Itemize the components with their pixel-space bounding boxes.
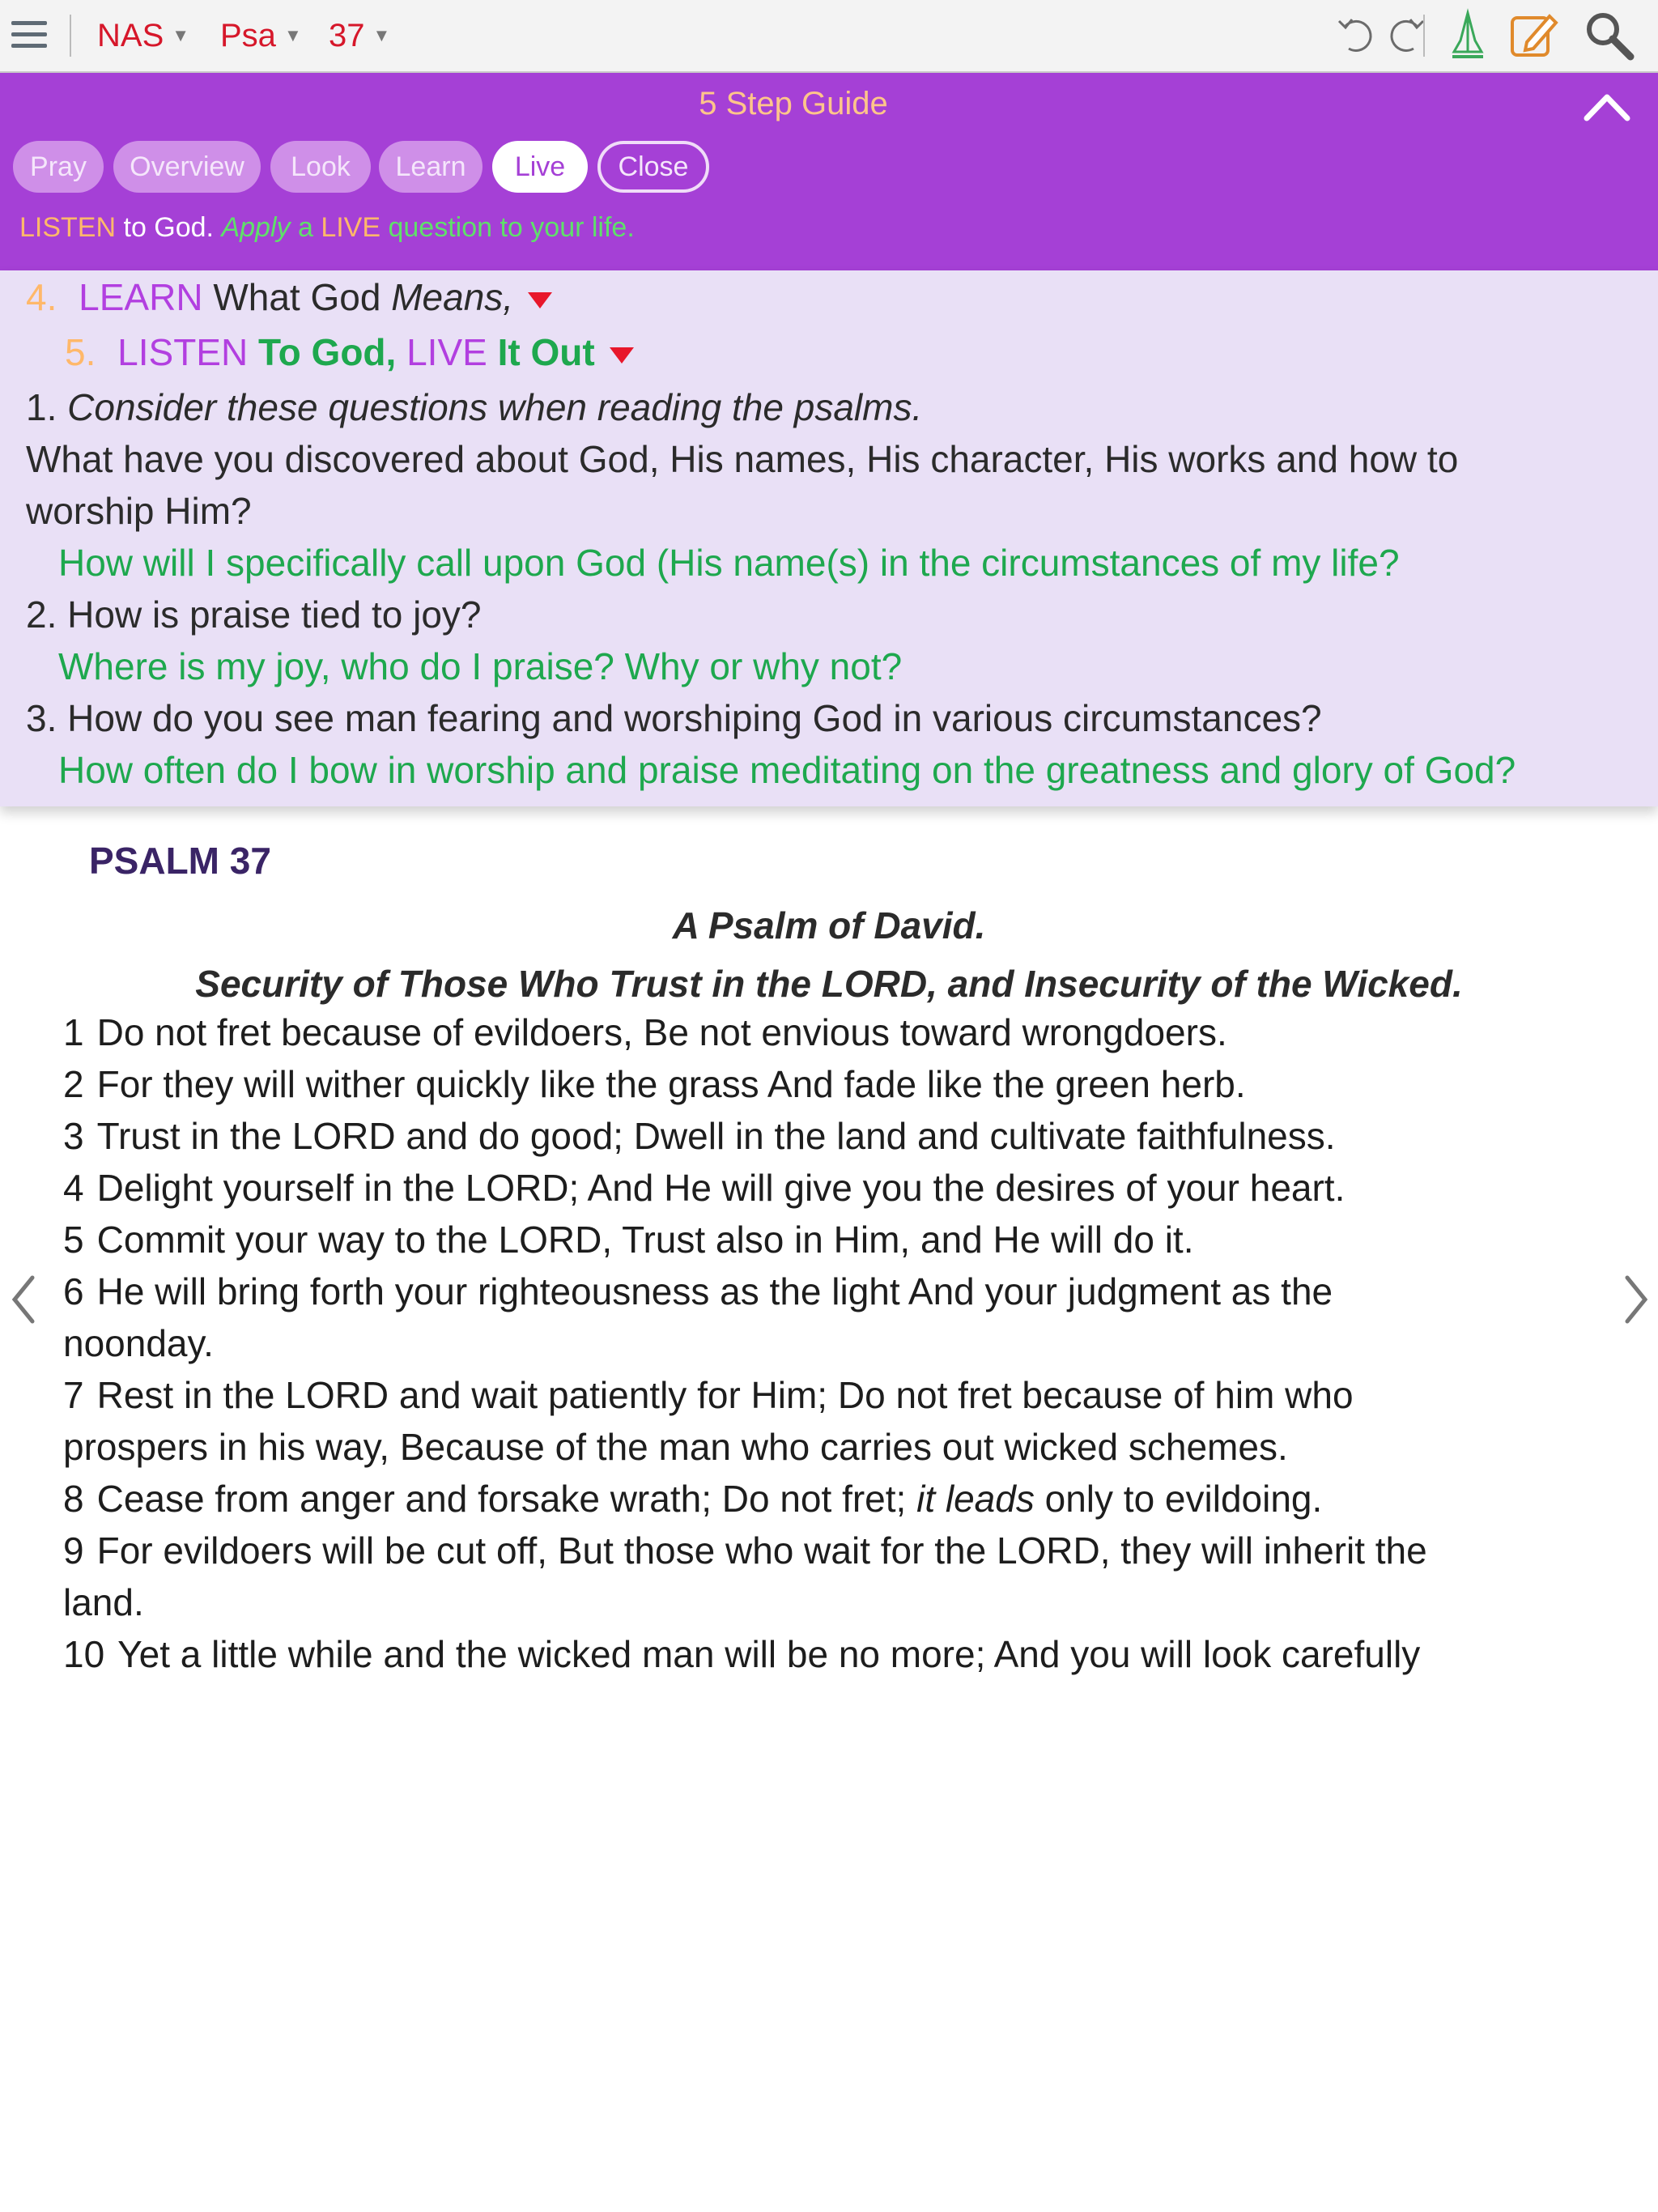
verse-number: 9 (63, 1529, 84, 1572)
answer-3: How often do I bow in worship and praise meditating on the greatness and glory of God? (58, 749, 1516, 791)
step-number: 4. (26, 276, 57, 318)
to-god-text: to God. (116, 212, 222, 243)
verse-text: Trust in the LORD and do good; Dwell in the land and cultivate faithfulness. (96, 1115, 1336, 1157)
toolbar-divider (70, 15, 71, 57)
verse-number: 10 (63, 1633, 105, 1675)
forward-icon[interactable] (1376, 8, 1430, 62)
verse-number: 6 (63, 1270, 84, 1312)
tab-learn[interactable]: Learn (379, 141, 483, 193)
verse-1[interactable] (63, 1010, 1585, 1054)
search-icon[interactable] (1582, 8, 1635, 62)
verse-number: 4 (63, 1167, 84, 1209)
verse-8[interactable] (63, 1477, 1585, 1521)
verse-text: For evildoers will be cut off, But those who wait for the LORD, they will inherit the (96, 1529, 1427, 1572)
tab-overview[interactable]: Overview (113, 141, 261, 193)
verse-text: Delight yourself in the LORD; And He will give you the desires of your heart. (96, 1167, 1346, 1209)
verse-7-continued: prospers in his way, Because of the man who carries out wicked schemes. (63, 1426, 1288, 1468)
tab-live[interactable]: Live (492, 141, 588, 193)
verse-3[interactable] (63, 1114, 1585, 1158)
it-out-text: It Out (487, 331, 595, 373)
step-5-heading[interactable] (65, 330, 634, 374)
answer-1: How will I specifically call upon God (His name(s) in the circumstances of my life? (58, 542, 1400, 584)
answer-2: Where is my joy, who do I praise? Why or why not? (58, 645, 903, 687)
verse-number: 7 (63, 1374, 84, 1416)
chevron-down-icon: ▼ (172, 25, 190, 45)
learn-word: LEARN (79, 276, 203, 318)
verse-text: Rest in the LORD and wait patiently for Him; Do not fret because of him who (96, 1374, 1354, 1416)
live-word: LIVE (321, 212, 381, 243)
question-number: 1. (26, 386, 68, 428)
step-4-heading[interactable] (26, 275, 552, 319)
chapter-label: 37 (329, 18, 365, 53)
question-3: 3. How do you see man fearing and worshiping God in various circumstances? (26, 697, 1322, 739)
book-label: Psa (220, 18, 276, 53)
question-1-text-b: worship Him? (26, 490, 252, 532)
section-heading: Security of Those Who Trust in the LORD, and Insecurity of the Wicked. (195, 963, 1463, 1005)
menu-icon[interactable] (11, 21, 47, 50)
guide-instruction (19, 212, 635, 244)
tab-pray[interactable]: Pray (13, 141, 104, 193)
verse-number: 8 (63, 1478, 84, 1520)
listen-word: LISTEN (19, 212, 117, 243)
dropdown-triangle-icon (528, 292, 552, 308)
previous-chapter-icon[interactable] (8, 1271, 40, 1328)
verse-5[interactable] (63, 1218, 1585, 1261)
study-questions-section (0, 270, 1658, 806)
praying-hands-icon[interactable] (1441, 8, 1494, 62)
to-god-text: To God, (248, 331, 407, 373)
verse-6[interactable] (63, 1270, 1585, 1313)
listen-word: LISTEN (117, 331, 249, 373)
dropdown-triangle-icon (610, 347, 634, 364)
verse-text-end: only to evildoing. (1034, 1478, 1323, 1520)
translation-selector[interactable] (97, 11, 189, 60)
verse-10[interactable] (63, 1632, 1585, 1676)
verse-text: He will bring forth your righteousness as the light And your judgment as the (96, 1270, 1333, 1312)
means-word: Means, (391, 276, 514, 318)
verse-6-continued: noonday. (63, 1322, 214, 1364)
toolbar-divider (1423, 15, 1425, 57)
psalm-title: PSALM 37 (89, 840, 271, 882)
what-god-text: What God (202, 276, 392, 318)
verse-number: 3 (63, 1115, 84, 1157)
top-toolbar (0, 0, 1658, 73)
edit-note-icon[interactable] (1507, 8, 1561, 62)
step-number: 5. (65, 331, 96, 373)
verse-text: For they will wither quickly like the grass And fade like the green herb. (96, 1063, 1246, 1105)
verse-7[interactable] (63, 1373, 1585, 1417)
live-word: LIVE (406, 331, 487, 373)
book-selector[interactable] (220, 11, 302, 60)
verse-9-continued: land. (63, 1581, 144, 1623)
five-step-guide-panel (0, 73, 1658, 270)
verse-9[interactable] (63, 1529, 1585, 1572)
chevron-down-icon: ▼ (283, 25, 302, 45)
chevron-up-icon[interactable] (1580, 87, 1634, 128)
verse-text: Commit your way to the LORD, Trust also in Him, and He will do it. (96, 1219, 1194, 1261)
chevron-down-icon: ▼ (372, 25, 391, 45)
verse-2[interactable] (63, 1062, 1585, 1106)
question-1-text-a: What have you discovered about God, His names, His character, His works and how to (26, 438, 1459, 480)
verse-text: Cease from anger and forsake wrath; Do not fret; (96, 1478, 917, 1520)
question-text: question to your life. (380, 212, 635, 243)
verse-number: 2 (63, 1063, 84, 1105)
psalm-subtitle: A Psalm of David. (672, 904, 986, 946)
tab-close[interactable]: Close (597, 141, 709, 193)
question-1-intro (26, 385, 922, 429)
question-2: 2. How is praise tied to joy? (26, 593, 482, 636)
guide-title: 5 Step Guide (699, 86, 888, 121)
question-italic: Consider these questions when reading the psalms. (67, 386, 923, 428)
next-chapter-icon[interactable] (1619, 1271, 1652, 1328)
tab-look[interactable]: Look (270, 141, 371, 193)
verse-italic: it leads (916, 1478, 1035, 1520)
a-word: a (290, 212, 321, 243)
verse-4[interactable] (63, 1166, 1585, 1210)
verse-number: 1 (63, 1011, 84, 1053)
chapter-selector[interactable] (329, 11, 390, 60)
verse-text: Do not fret because of evildoers, Be not envious toward wrongdoers. (96, 1011, 1227, 1053)
translation-label: NAS (97, 18, 164, 53)
verse-number: 5 (63, 1219, 84, 1261)
apply-word: Apply (221, 212, 291, 243)
verse-text: Yet a little while and the wicked man will be no more; And you will look carefully (117, 1633, 1421, 1675)
